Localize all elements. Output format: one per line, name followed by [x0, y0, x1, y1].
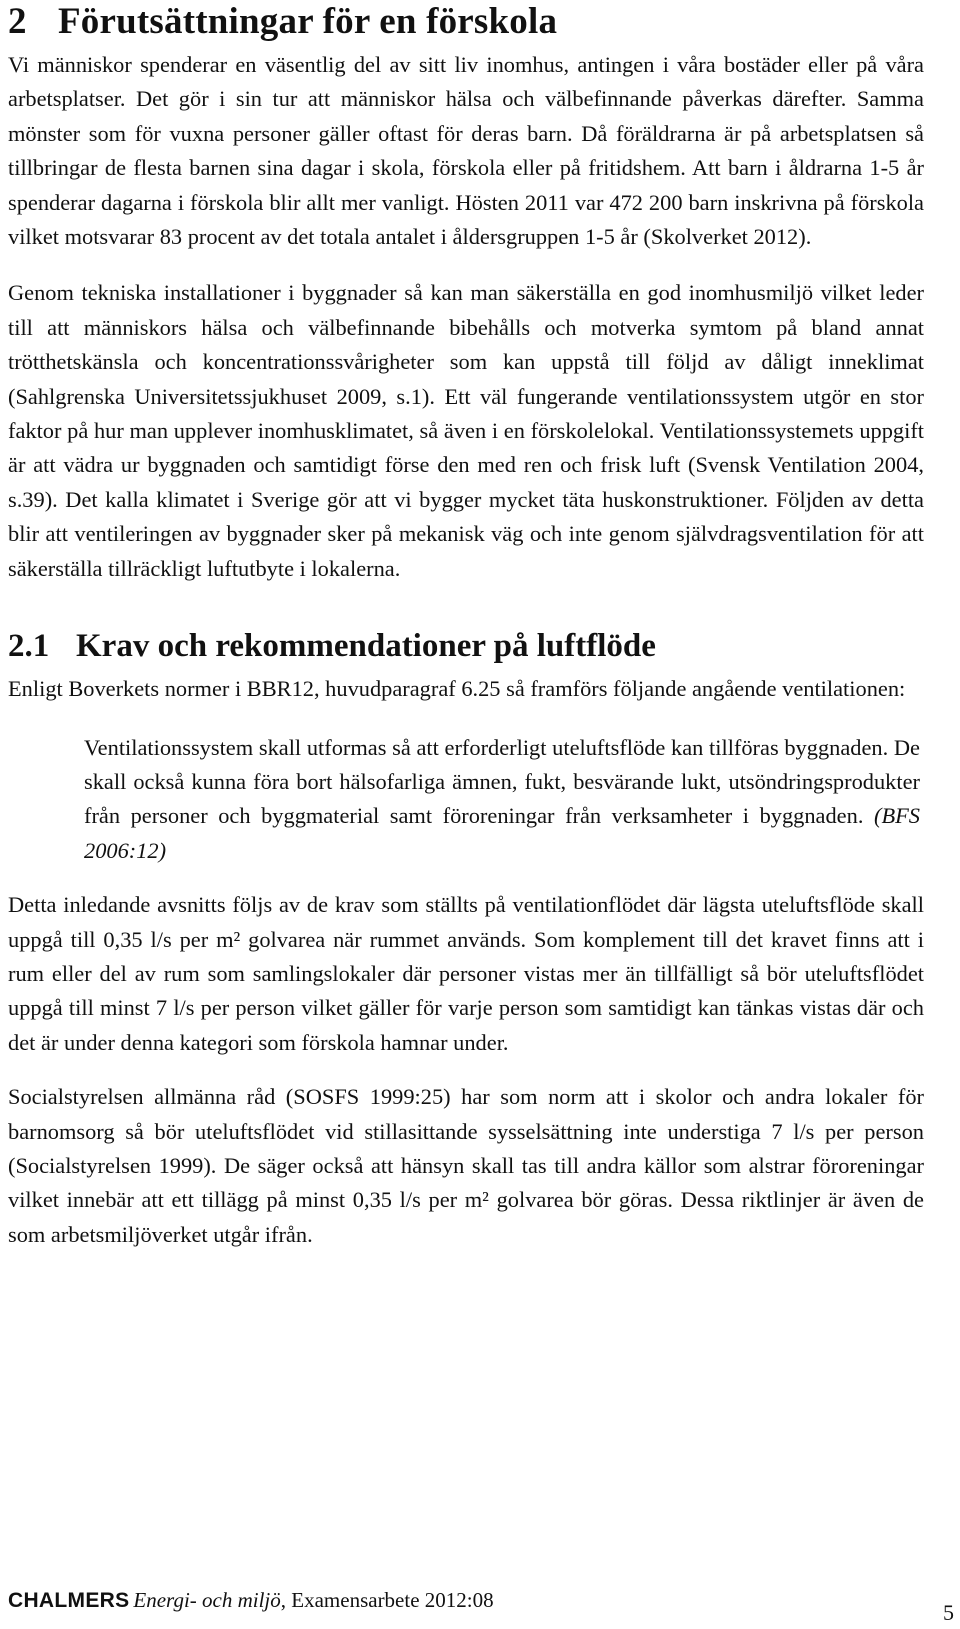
paragraph-3: Detta inledande avsnitts följs av de krav som ställts på ventilationflödet där lägsta uteluftsflöde skall uppgå till 0,35 l/s per m² golvarea när rummet används. Som komplement till det kravet finns att i rum eller del av rum som samlingslokaler där personer vistas mer än tillfälligt så bör uteluftsflödet uppgå till minst 7 l/s per person vilket gäller för varje person som samtidigt kan tänkas vistas där och det är under denna kategori som förskola hamnar under. — [8, 892, 924, 1055]
subsection-intro: Enligt Boverkets normer i BBR12, huvudparagraf 6.25 så framförs följande angående ventilationen: — [8, 676, 906, 702]
paragraph-4: Socialstyrelsen allmänna råd (SOSFS 1999:25) har som norm att i skolor och andra lokaler för barnomsorg så bör uteluftsflödet vid stillasittande sysselsättning inte understiga 7 l/s per person (Socialstyrelsen 1999). De säger också att hänsyn skall tas till andra källor som alstrar föroreningar vilket innebär att ett tillägg på minst 0,35 l/s per m² golvarea bör göras. Dessa riktlinjer är även de som arbetsmiljöverket utgår ifrån. — [8, 1084, 924, 1247]
paragraph-2: Genom tekniska installationer i byggnader så kan man säkerställa en god inomhusmiljö vilket leder till att människors hälsa och välbefinnande bibehålls och motverka symtom på bland annat trötthetskänsla och koncentrationssvårigheter som kan uppstå till följd av dåligt inneklimat (Sahlgrenska Universitetssjukhuset 2009, s.1). Ett väl fungerande ventilationssystem utgör en stor faktor på hur man upplever inomhusklimatet, så även i en förskolelokal. Ventilationssystemets uppgift är att vädra ur byggnaden och samtidigt förse den med ren och frisk luft (Svensk Ventilation 2004, s.39). Det kalla klimatet i Sverige gör att vi bygger mycket täta huskonstruktioner. Följden av detta blir att ventileringen av byggnader sker på mekanisk väg och inte genom självdragsventilation för att säkerställa tillräckligt luftutbyte i lokalerna. — [8, 280, 924, 581]
block-quote — [84, 731, 920, 869]
document-page — [8, 0, 924, 1252]
section-number: 2 — [8, 1, 27, 42]
section-title: Förutsättningar för en förskola — [58, 1, 558, 42]
footer-report: , Examensarbete 2012:08 — [280, 1588, 494, 1612]
subsection-number: 2.1 — [8, 628, 50, 665]
page-number: 5 — [943, 1600, 954, 1625]
footer-brand: CHALMERS — [8, 1589, 130, 1612]
page-footer — [8, 1588, 954, 1628]
section-heading — [8, 0, 924, 44]
subsection-title: Krav och rekommendationer på luftflöde — [76, 628, 656, 665]
footer-text — [8, 1588, 494, 1613]
paragraph-1: Vi människor spenderar en väsentlig del av sitt liv inomhus, antingen i våra bostäder eller på våra arbetsplatser. Det gör i sin tur att människor hälsa och välbefinnande påverkas därefter. Samma mönster som för vuxna personer gäller oftast för deras barn. Då föräldrarna är på arbetsplatsen så tillbringar de flesta barnen sina dagar i skola, förskola eller på fritidshem. Att barn i åldrarna 1-5 år spenderar dagarna i förskola blir allt mer vanligt. Hösten 2011 var 472 200 barn inskrivna på förskola vilket motsvarar 83 procent av det totala antalet i åldersgruppen 1-5 år (Skolverket 2012). — [8, 52, 924, 250]
quote-text: Ventilationssystem skall utformas så att erforderligt uteluftsflöde kan tillföras byggnaden. De skall också kunna föra bort hälsofarliga ämnen, fukt, besvärande lukt, utsöndringsprodukter från personer och byggmaterial samt föroreningar från verksamheter i byggnaden. — [84, 734, 920, 829]
quote-reference: (BFS 2006:12) — [84, 803, 920, 863]
subsection-heading — [8, 626, 924, 666]
footer-department: Energi- och miljö — [133, 1588, 281, 1612]
